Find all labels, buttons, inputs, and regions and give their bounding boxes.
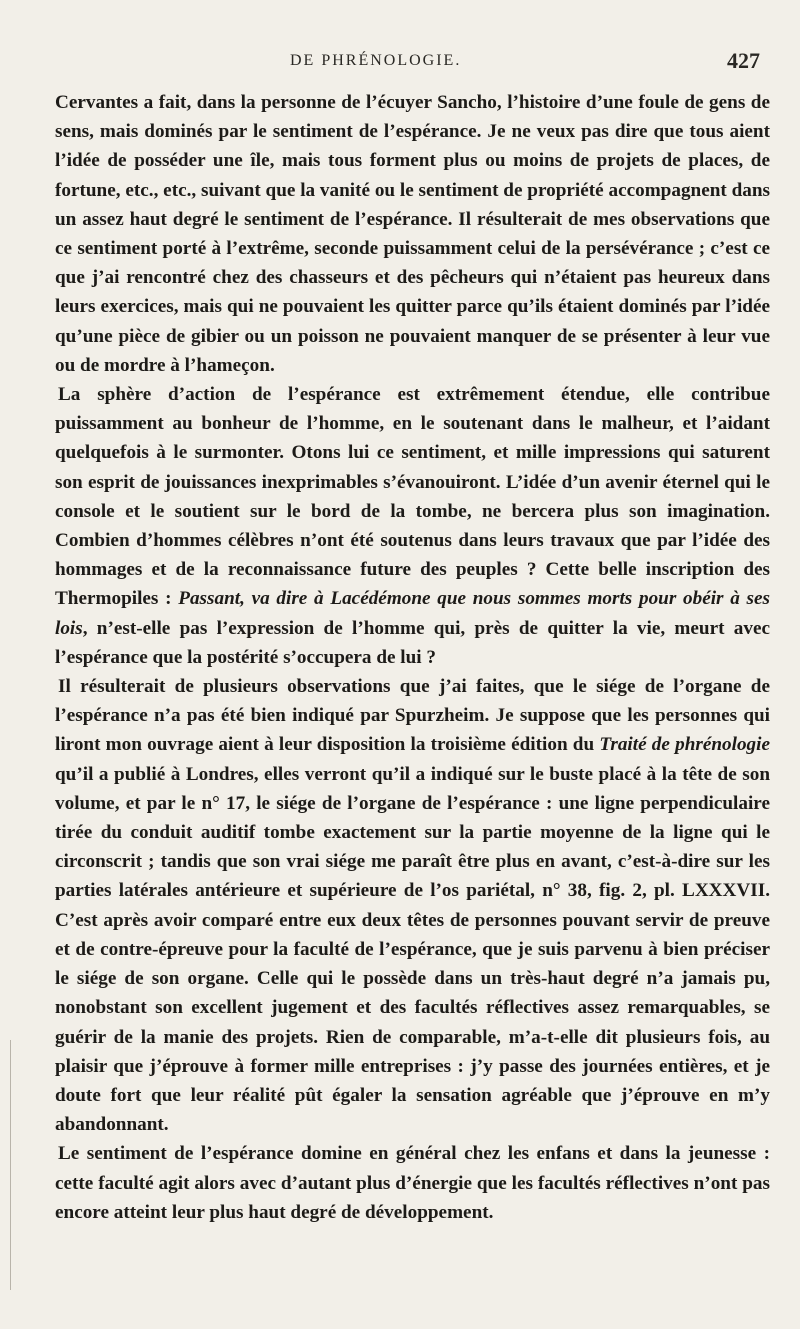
italic-text: Traité de phrénologie bbox=[599, 734, 770, 756]
running-title: DE PHRÉNOLOGIE. bbox=[290, 52, 462, 69]
body-text bbox=[55, 88, 770, 1227]
page-header bbox=[0, 48, 800, 78]
text-run: Cervantes a fait, dans la personne de l’écuyer Sancho, l’histoire d’une foule de gens de sens, mais dominés par le sentiment de l’espérance. Je ne veux pas dire que tous aient l’idée de posséder une île, mais tous forment plus ou moins de projets de places, de fortune, etc., etc., suivant que la vanité ou le sentiment de propriété accompagnent dans un assez haut degré le sentiment de l’espérance. Il résulterait de mes observations que ce sentiment porté à l’extrême, seconde puissamment celui de la persévérance ; c’est ce que j’ai rencontré chez des chasseurs et des pêcheurs qui n’étaient pas heureux dans leurs exercices, mais qui ne pouvaient les quitter parce qu’ils étaient dominés par l’idée qu’une pièce de gibier ou un poisson ne pouvaient manquer de se présenter à leur vue ou de mordre à l’hameçon. bbox=[55, 92, 770, 376]
page-edge-line bbox=[10, 1040, 11, 1290]
text-run: qu’il a publié à Londres, elles verront qu’il a indiqué sur le buste placé à la tête de son volume, et par le n° 17, le siége de l’organe de l’espérance : une ligne perpendiculaire tirée du conduit auditif tombe exactement sur la partie moyenne de la ligne qui le circonscrit ; tandis que son vrai siége me paraît être plus en avant, c’est-à-dire sur les parties latérales antérieure et supérieure de l’os pariétal, n° 38, fig. 2, pl. LXXXVII. C’est après avoir comparé entre eux deux têtes de personnes pouvant servir de preuve et de contre-épreuve pour la faculté de l’espérance, que je suis parvenu à bien préciser le siége de son organe. Celle qui le possède dans un très-haut degré n’a jamais pu, nonobstant son excellent jugement et des facultés réflectives assez remarquables, se guérir de la manie des projets. Rien de comparable, m’a-t-elle dit plusieurs fois, au plaisir que j’éprouve à former mille entreprises : j’y passe des journées entières, et je doute fort que leur réalité pût égaler la sensation agréable que j’éprouve en m’y abandonnant. bbox=[55, 763, 770, 1136]
paragraph bbox=[55, 672, 770, 1139]
paragraph bbox=[55, 380, 770, 672]
text-run: Il résulterait de plusieurs observations que j’ai faites, que le siége de l’organe de l’espérance n’a pas été bien indiqué par Spurzheim. Je suppose que les personnes qui liront mon ouvrage aient à leur disposition la troisième édition du bbox=[55, 676, 770, 756]
text-run: , n’est-elle pas l’expression de l’homme qui, près de quitter la vie, meurt avec l’espérance que la postérité s’occupera de lui ? bbox=[55, 617, 770, 668]
text-run: Le sentiment de l’espérance domine en général chez les enfans et dans la jeunesse : cette faculté agit alors avec d’autant plus d’énergie que les facultés réflectives n’ont pas encore atteint leur plus haut degré de développement. bbox=[55, 1143, 770, 1223]
page-number: 427 bbox=[727, 48, 760, 73]
text-run: La sphère d’action de l’espérance est extrêmement étendue, elle contribue puissamment au bonheur de l’homme, en le soutenant dans le malheur, et l’aidant quelquefois à le surmonter. Otons lui ce sentiment, et mille impressions qui saturent son esprit de jouissances inexprimables s’évanouiront. L’idée d’un avenir éternel qui le console et le soutient sur le bord de la tombe, ne bercera plus son imagination. Combien d’hommes célèbres n’ont été soutenus dans leurs travaux que par l’idée des hommages et de la reconnaissance future des peuples ? Cette belle inscription des Thermopiles : bbox=[55, 384, 770, 610]
paragraph bbox=[55, 88, 770, 380]
italic-text: Passant, va dire à Lacédémone que nous sommes morts pour obéir à ses lois bbox=[55, 588, 770, 639]
paragraph bbox=[55, 1139, 770, 1227]
